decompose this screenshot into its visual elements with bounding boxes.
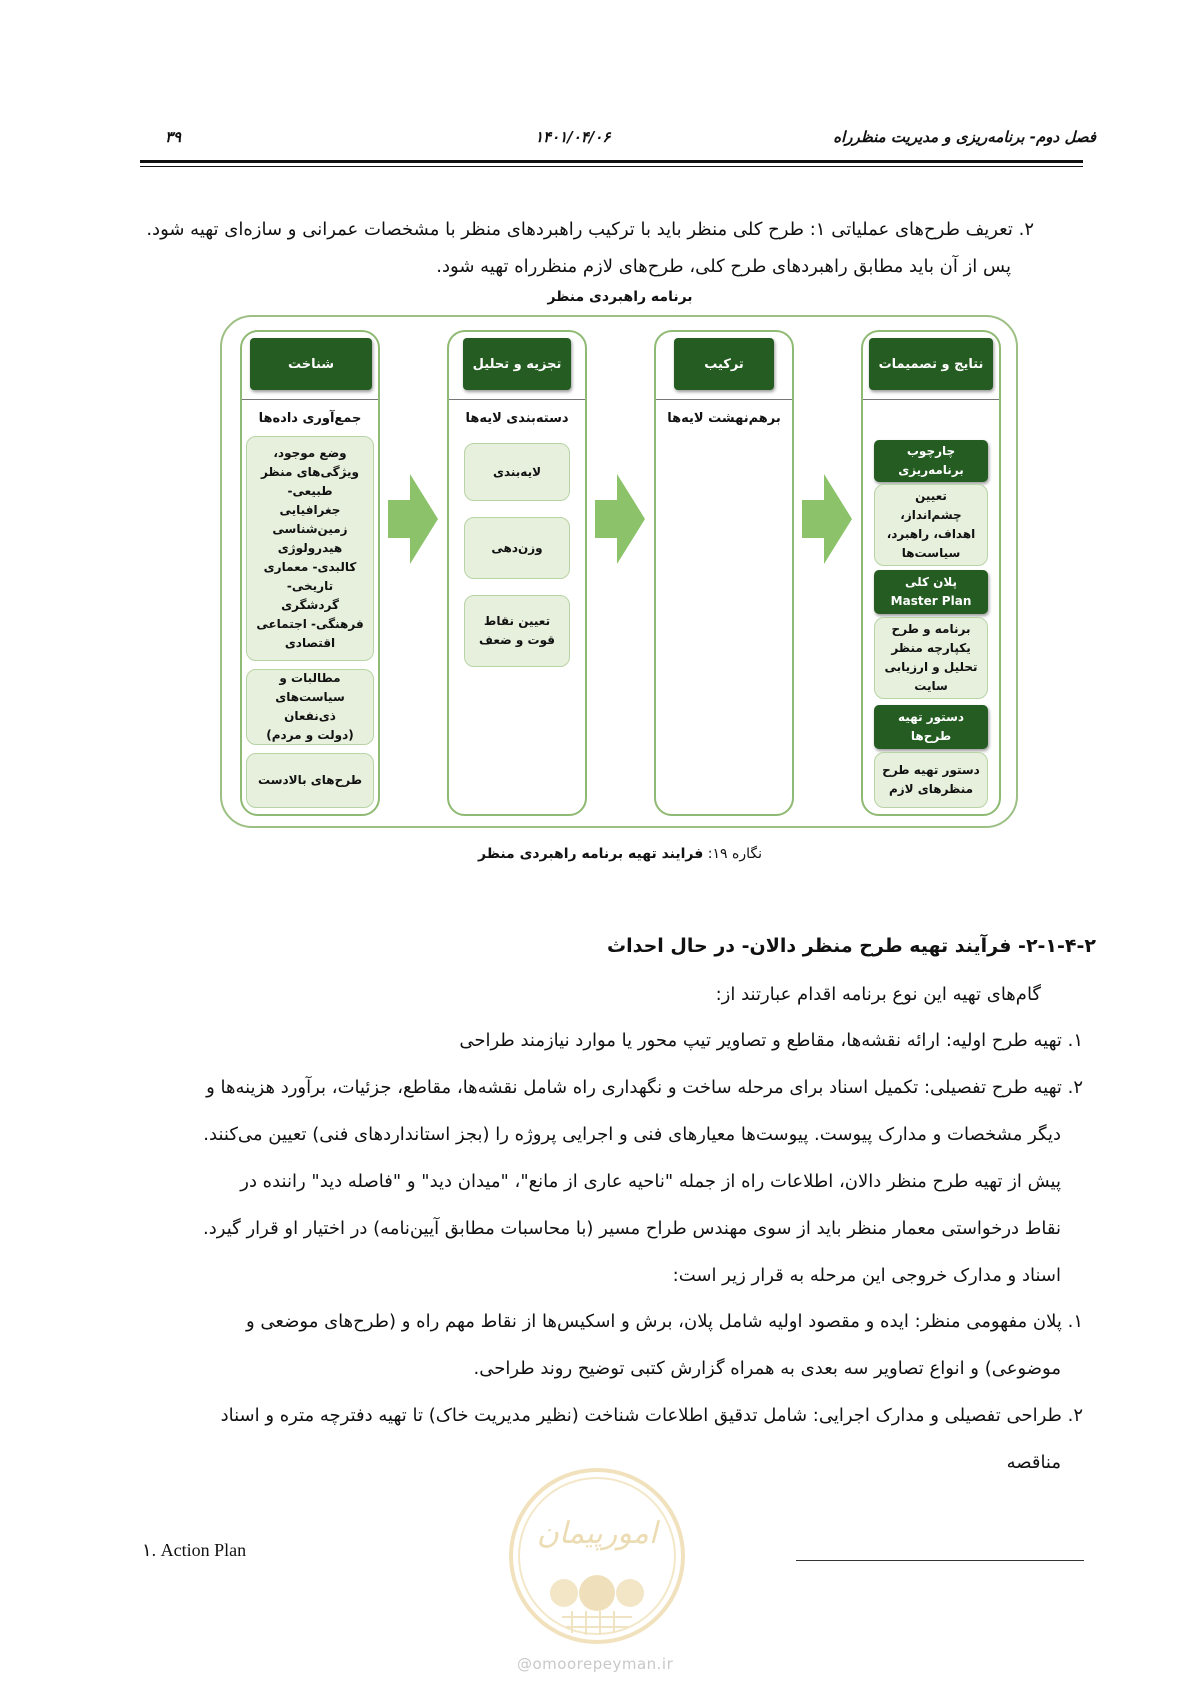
header-rule-thin (140, 166, 1083, 167)
footnote: ۱. Action Plan (142, 1540, 247, 1560)
paragraph: اسناد و مدارک خروجی این مرحله به قرار زیر است: (672, 1265, 1061, 1286)
analysis-item-weighting: وزن‌دهی (464, 517, 570, 579)
paragraph: نقاط درخواستی معمار منظر باید از سوی مهندس طراح مسیر (با محاسبات مطابق آیین‌نامه) در اختیار او قرار گیرد. (203, 1218, 1061, 1239)
column-synthesis (654, 330, 794, 816)
watermark-logo-text: امورپیمان (536, 1516, 658, 1551)
column-head-results: نتایج و تصمیمات (869, 338, 993, 390)
paragraph: موضوعی) و انواع تصاویر سه بعدی به همراه گزارش کتبی توضیح روند طراحی. (473, 1358, 1061, 1379)
column-sub-recognition: جمع‌آوری داده‌ها (258, 411, 362, 426)
column-sub-synthesis: برهم‌نهشت لایه‌ها (667, 411, 781, 426)
arrow-right-icon (802, 474, 852, 564)
results-item-landscape-plans: دستور تهیه طرح منظرهای لازم (874, 752, 988, 808)
intro-line-1: ۲. تعریف طرح‌های عملیاتی‌ ۱: طرح کلی منظر باید با ترکیب راهبردهای منظر با مشخصات عمرانی و سازه‌ای تهیه شود. (146, 219, 1034, 240)
paragraph: دیگر مشخصات و مدارک پیوست. پیوست‌ها معیارهای فنی و اجرایی پروژه را (بجز استانداردهای فنی) تعیین می‌کنند. (203, 1124, 1061, 1145)
column-divider (242, 399, 378, 400)
results-item-integrated-plan: برنامه و طرح یکپارچه منظر تحلیل و ارزیابی سایت (874, 617, 988, 699)
process-diagram (220, 315, 1018, 828)
recognition-item-upstream: طرح‌های بالادست (246, 753, 374, 808)
list-item: ۲. تهیه طرح تفصیلی: تکمیل اسناد برای مرحله ساخت و نگهداری راه شامل نقشه‌ها، مقاطع، جزئیات، برآورد هزینه‌ها و (206, 1077, 1083, 1098)
figure-caption (420, 846, 820, 862)
intro-line-2: پس از آن باید مطابق راهبردهای طرح کلی، طرح‌های لازم منظرراه تهیه شود. (436, 256, 1011, 277)
column-divider (863, 399, 999, 400)
watermark-logo (506, 1465, 688, 1647)
column-head-recognition: شناخت (250, 338, 372, 390)
list-item: ۱. تهیه طرح اولیه: ارائه نقشه‌ها، مقاطع و تصاویر تیپ محور یا موارد نیازمند طراحی (459, 1030, 1083, 1051)
recognition-item-existing: وضع موجود، ویژگی‌های منظر طبیعی- جغرافیایی زمین‌شناسی هیدرولوژی کالبدی- معماری تاریخی- گردشگری فرهنگی- اجتماعی اقتصادی (246, 436, 374, 661)
results-head-master-plan: پلان کلی Master Plan (874, 570, 988, 614)
column-divider (656, 399, 792, 400)
header-date: ۱۴۰۱/۰۴/۰۶ (535, 128, 611, 146)
diagram-title: برنامه راهبردی منظر (547, 289, 693, 305)
column-analysis (447, 330, 587, 816)
list-item: ۲. طراحی تفصیلی و مدارک اجرایی: شامل تدقیق اطلاعات شناخت (نظیر مدیریت خاک) تا تهیه دفترچه متره و اسناد (220, 1405, 1083, 1426)
column-head-synthesis: ترکیب (674, 338, 774, 390)
caption-label: نگاره ۱۹: (703, 846, 762, 862)
paragraph: گام‌های تهیه این نوع برنامه اقدام عبارتند از: (715, 984, 1041, 1005)
paragraph: پیش از تهیه طرح منظر دالان، اطلاعات راه از جمله "ناحیه عاری از مانع"، "میدان دید" و "فاصله دید" راننده در (240, 1171, 1061, 1192)
list-item: ۱. پلان مفهومی منظر: ایده و مقصود اولیه شامل پلان، برش و اسکیس‌ها از نقاط مهم راه و (طرح‌های موضعی و (246, 1311, 1083, 1332)
paragraph: مناقصه (1006, 1452, 1061, 1473)
analysis-item-layering: لایه‌بندی (464, 443, 570, 501)
watermark-url: @omoorepeyman.ir (517, 1655, 674, 1673)
results-head-instructions: دستور تهیه طرح‌ها (874, 705, 988, 749)
header-rule (140, 160, 1083, 163)
recognition-item-stakeholders: مطالبات و سیاست‌های ذی‌نفعان (دولت و مردم) (246, 669, 374, 745)
arrow-right-icon (388, 474, 438, 564)
column-head-analysis: تجزیه و تحلیل (463, 338, 571, 390)
page-number: ۳۹ (165, 128, 182, 146)
column-results (861, 330, 1001, 816)
column-divider (449, 399, 585, 400)
results-head-framework: چارچوب برنامه‌ریزی (874, 440, 988, 482)
section-heading: ۲-۱-۴-۲- فرآیند تهیه طرح منظر دالان- در حال احداث (606, 935, 1096, 957)
column-sub-analysis: دسته‌بندی لایه‌ها (465, 411, 569, 426)
results-item-vision: تعیین چشم‌انداز، اهداف، راهبرد، سیاست‌ها (874, 484, 988, 566)
analysis-item-swot: تعیین نقاط قوت و ضعف (464, 595, 570, 667)
column-recognition (240, 330, 380, 816)
chapter-title: فصل دوم- برنامه‌ریزی و مدیریت منظرراه (833, 128, 1096, 146)
arrow-right-icon (595, 474, 645, 564)
caption-text: فرایند تهیه برنامه راهبردی منظر (478, 846, 704, 862)
footnote-rule (796, 1560, 1084, 1561)
